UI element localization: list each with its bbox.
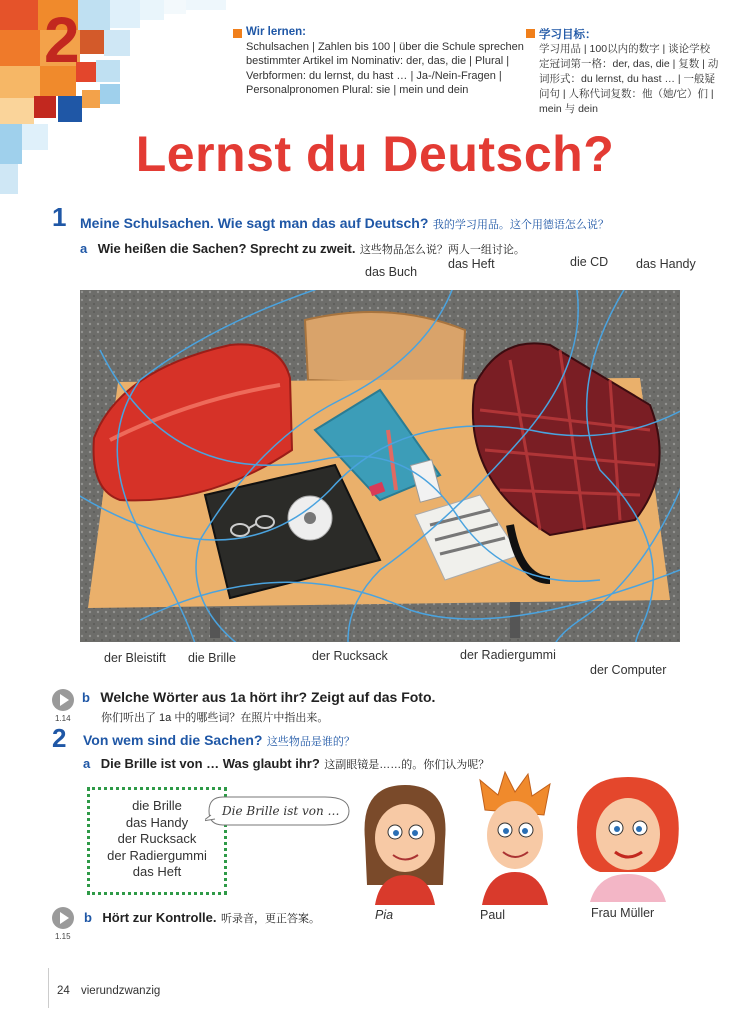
exercise-2b-zh: 听录音，更正答案。 <box>220 913 320 925</box>
learning-goals-line: bestimmter Artikel im Nominativ: der, das, die | Plural | <box>246 55 510 68</box>
bullet-square-icon <box>233 29 242 38</box>
exercise-1a-text: Wie heißen die Sachen? Sprecht zu zweit. <box>97 241 356 256</box>
page-number: 24 <box>57 985 70 997</box>
exercise-2a-letter: a <box>83 756 91 771</box>
label-der-rucksack: der Rucksack <box>312 649 388 663</box>
exercise-2a-zh: 这副眼镜是……的。你们认为呢？ <box>324 759 490 771</box>
exercise-2-heading-zh: 这些物品是谁的？ <box>266 736 355 748</box>
learning-goals-line: Schulsachen | Zahlen bis 100 | über die Schule sprechen <box>246 41 524 53</box>
word-box-item: der Rucksack <box>117 831 197 846</box>
word-box-item: der Radiergummi <box>107 847 207 863</box>
school-items-photo <box>80 290 680 642</box>
exercise-1a-letter: a <box>80 241 88 256</box>
label-das-handy: das Handy <box>636 257 696 271</box>
audio-play-button-1-14[interactable] <box>52 689 74 711</box>
learning-goals-list <box>246 40 536 97</box>
learning-goals-line: Verbformen: du lernst, du hast … | Ja-/Nein-Fragen | <box>246 69 502 82</box>
audio-track-number: 1.14 <box>55 714 71 723</box>
exercise-1a <box>80 240 525 258</box>
exercise-2b-text: Hört zur Kontrolle. <box>102 910 217 925</box>
word-box-item: die Brille <box>132 798 182 813</box>
label-der-bleistift: der Bleistift <box>104 651 166 665</box>
learning-goals-zh-heading: 学习目标： <box>539 29 597 41</box>
speech-bubble-text: Die Brille ist von … <box>222 804 340 818</box>
exercise-1a-zh: 这些物品怎么说？两人一组讨论。 <box>359 244 525 256</box>
exercise-2-heading-text: Von wem sind die Sachen? <box>83 732 263 748</box>
audio-play-button-1-15[interactable] <box>52 907 74 929</box>
name-frau-mueller: Frau Müller <box>591 906 655 920</box>
exercise-1-number: 1 <box>52 202 67 232</box>
learning-goals-heading: Wir lernen: <box>246 26 306 38</box>
exercise-2a <box>83 755 489 773</box>
exercise-1b-text: Welche Wörter aus 1a hört ihr? Zeigt auf das Foto. <box>100 689 436 705</box>
word-box-item: das Handy <box>125 814 189 830</box>
page-title: Lernst du Deutsch? <box>135 126 615 182</box>
exercise-1-heading-zh: 我的学习用品。这个用德语怎么说？ <box>432 219 609 231</box>
learning-goals-zh-line: mein 与 dein <box>539 103 598 115</box>
learning-goals-zh-line: 词形式：du lernst, du hast … | 一般疑 <box>539 73 716 85</box>
learning-goals-line: Personalpronomen Plural: sie | mein und dein <box>246 83 469 96</box>
learning-goals-zh-line: 学习用品 | 100以内的数字 | 谈论学校 <box>539 43 711 55</box>
footer-divider <box>48 968 49 1008</box>
bullet-square-icon <box>526 29 535 38</box>
name-paul: Paul <box>480 908 506 922</box>
exercise-2b-letter: b <box>84 910 92 925</box>
chair-back <box>305 312 465 385</box>
page-footer <box>57 985 160 997</box>
chapter-number: 2 <box>44 4 80 76</box>
exercise-2a-text: Die Brille ist von … Was glaubt ihr? <box>100 756 320 771</box>
page-number-word: vierundzwanzig <box>81 985 161 997</box>
learning-goals-zh-line: 问句 | 人称代词复数：他（她/它）们 | <box>539 88 714 100</box>
frau-mueller-illustration <box>570 772 685 902</box>
exercise-1b-zh: 你们听出了 1a 中的哪些词？在照片中指出来。 <box>101 712 329 724</box>
exercise-2-heading <box>83 732 355 750</box>
exercise-2-number: 2 <box>52 723 67 753</box>
exercise-1-heading <box>80 215 609 233</box>
audio-track-number: 1.15 <box>55 932 71 941</box>
learning-goals-zh-list <box>539 42 739 117</box>
label-der-computer: der Computer <box>590 663 667 677</box>
exercise-1-heading-text: Meine Schulsachen. Wie sagt man das auf Deutsch? <box>80 215 429 231</box>
label-das-heft: das Heft <box>448 257 495 271</box>
label-die-cd: die CD <box>570 255 609 269</box>
paul-illustration <box>470 770 560 905</box>
exercise-2b <box>84 909 320 927</box>
label-das-buch: das Buch <box>365 265 418 279</box>
label-die-brille: die Brille <box>188 651 236 665</box>
exercise-1b <box>82 689 435 707</box>
name-pia: Pia <box>375 908 394 922</box>
pia-illustration <box>355 780 455 905</box>
label-der-radiergummi: der Radiergummi <box>460 648 556 662</box>
learning-goals-zh-line: 定冠词第一格：der, das, die | 复数 | 动 <box>539 58 719 70</box>
word-box-item: das Heft <box>132 864 182 879</box>
exercise-1b-letter: b <box>82 690 90 705</box>
